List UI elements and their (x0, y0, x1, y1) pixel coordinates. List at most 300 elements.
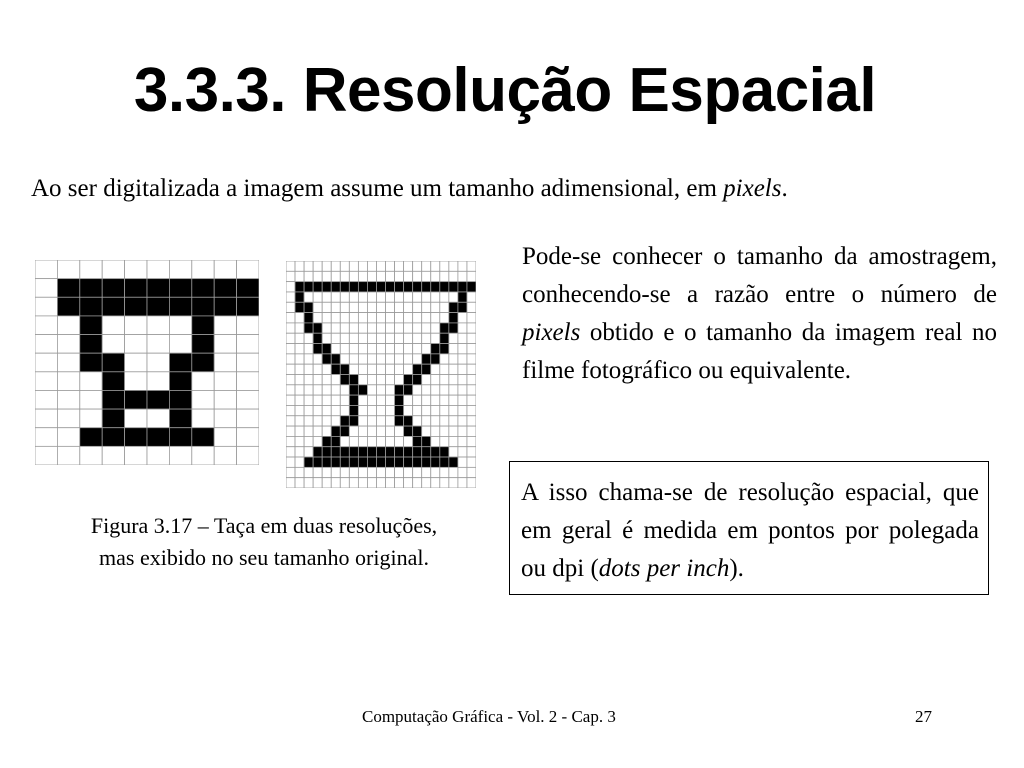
filled-pixel (431, 354, 440, 364)
empty-pixel (413, 405, 422, 415)
empty-pixel (340, 467, 349, 477)
empty-pixel (358, 323, 367, 333)
empty-pixel (340, 302, 349, 312)
empty-pixel (358, 302, 367, 312)
sampling-paragraph (522, 238, 997, 390)
empty-pixel (395, 313, 404, 323)
empty-pixel (125, 372, 147, 391)
empty-pixel (331, 323, 340, 333)
empty-pixel (395, 467, 404, 477)
empty-pixel (467, 323, 476, 333)
filled-pixel (449, 323, 458, 333)
empty-pixel (440, 467, 449, 477)
empty-pixel (304, 344, 313, 354)
filled-pixel (313, 333, 322, 343)
empty-pixel (467, 302, 476, 312)
empty-pixel (449, 292, 458, 302)
filled-pixel (440, 323, 449, 333)
empty-pixel (458, 478, 467, 488)
filled-pixel (349, 405, 358, 415)
filled-pixel (386, 447, 395, 457)
empty-pixel (413, 416, 422, 426)
filled-pixel (192, 428, 214, 447)
empty-pixel (349, 467, 358, 477)
empty-pixel (313, 375, 322, 385)
intro-text-main: Ao ser digitalizada a imagem assume um tamanho adimensional, em (31, 175, 724, 202)
empty-pixel (413, 313, 422, 323)
empty-pixel (295, 405, 304, 415)
empty-pixel (440, 436, 449, 446)
empty-pixel (214, 446, 236, 465)
empty-pixel (35, 372, 57, 391)
empty-pixel (395, 364, 404, 374)
filled-pixel (322, 354, 331, 364)
filled-pixel (80, 428, 102, 447)
empty-pixel (340, 354, 349, 364)
empty-pixel (358, 395, 367, 405)
empty-pixel (386, 436, 395, 446)
empty-pixel (431, 426, 440, 436)
empty-pixel (340, 271, 349, 281)
empty-pixel (413, 385, 422, 395)
empty-pixel (349, 478, 358, 488)
empty-pixel (386, 292, 395, 302)
empty-pixel (295, 261, 304, 271)
empty-pixel (431, 395, 440, 405)
paragraph-text-1: Pode-se conhecer o tamanho da amostragem, conhecendo-se a razão entre o número de (522, 243, 997, 308)
filled-pixel (358, 457, 367, 467)
empty-pixel (413, 354, 422, 364)
empty-pixel (192, 409, 214, 428)
empty-pixel (313, 416, 322, 426)
empty-pixel (458, 405, 467, 415)
definition-text-2: ). (729, 555, 744, 582)
empty-pixel (386, 364, 395, 374)
empty-pixel (376, 292, 385, 302)
empty-pixel (80, 390, 102, 409)
filled-pixel (295, 282, 304, 292)
empty-pixel (322, 261, 331, 271)
filled-pixel (322, 344, 331, 354)
empty-pixel (404, 354, 413, 364)
filled-pixel (237, 297, 259, 316)
empty-pixel (295, 426, 304, 436)
paragraph-italic: pixels (522, 319, 581, 346)
empty-pixel (413, 323, 422, 333)
filled-pixel (147, 428, 169, 447)
empty-pixel (304, 385, 313, 395)
empty-pixel (422, 375, 431, 385)
empty-pixel (349, 436, 358, 446)
filled-pixel (340, 364, 349, 374)
empty-pixel (367, 375, 376, 385)
empty-pixel (304, 333, 313, 343)
empty-pixel (449, 405, 458, 415)
empty-pixel (440, 261, 449, 271)
empty-pixel (449, 395, 458, 405)
empty-pixel (431, 436, 440, 446)
empty-pixel (367, 261, 376, 271)
empty-pixel (376, 323, 385, 333)
empty-pixel (431, 364, 440, 374)
filled-pixel (395, 395, 404, 405)
empty-pixel (395, 344, 404, 354)
empty-pixel (467, 375, 476, 385)
filled-pixel (431, 457, 440, 467)
filled-pixel (102, 279, 124, 298)
filled-pixel (367, 457, 376, 467)
filled-pixel (376, 447, 385, 457)
filled-pixel (331, 282, 340, 292)
filled-pixel (214, 279, 236, 298)
empty-pixel (449, 364, 458, 374)
empty-pixel (458, 426, 467, 436)
empty-pixel (331, 478, 340, 488)
empty-pixel (286, 323, 295, 333)
empty-pixel (367, 344, 376, 354)
empty-pixel (404, 436, 413, 446)
empty-pixel (358, 354, 367, 364)
filled-pixel (422, 457, 431, 467)
empty-pixel (331, 375, 340, 385)
slide-title: 3.3.3. Resolução Espacial (133, 56, 877, 125)
figure-caption (24, 510, 504, 574)
empty-pixel (322, 271, 331, 281)
filled-pixel (395, 385, 404, 395)
empty-pixel (467, 271, 476, 281)
filled-pixel (331, 364, 340, 374)
empty-pixel (440, 292, 449, 302)
empty-pixel (458, 436, 467, 446)
filled-pixel (331, 426, 340, 436)
empty-pixel (313, 467, 322, 477)
filled-pixel (340, 416, 349, 426)
empty-pixel (431, 333, 440, 343)
empty-pixel (102, 260, 124, 279)
filled-pixel (169, 372, 191, 391)
empty-pixel (286, 271, 295, 281)
empty-pixel (286, 302, 295, 312)
empty-pixel (304, 416, 313, 426)
filled-pixel (331, 436, 340, 446)
filled-pixel (449, 457, 458, 467)
filled-pixel (169, 353, 191, 372)
filled-pixel (422, 364, 431, 374)
filled-pixel (304, 302, 313, 312)
empty-pixel (358, 416, 367, 426)
empty-pixel (295, 271, 304, 281)
empty-pixel (192, 446, 214, 465)
empty-pixel (386, 416, 395, 426)
empty-pixel (295, 375, 304, 385)
filled-pixel (386, 457, 395, 467)
empty-pixel (214, 316, 236, 335)
filled-pixel (449, 282, 458, 292)
empty-pixel (386, 323, 395, 333)
empty-pixel (57, 446, 79, 465)
filled-pixel (413, 364, 422, 374)
empty-pixel (367, 302, 376, 312)
empty-pixel (322, 478, 331, 488)
empty-pixel (458, 313, 467, 323)
empty-pixel (413, 271, 422, 281)
filled-pixel (340, 282, 349, 292)
empty-pixel (395, 261, 404, 271)
filled-pixel (358, 385, 367, 395)
empty-pixel (57, 372, 79, 391)
empty-pixel (295, 447, 304, 457)
empty-pixel (331, 313, 340, 323)
empty-pixel (349, 302, 358, 312)
empty-pixel (304, 467, 313, 477)
filled-pixel (313, 457, 322, 467)
empty-pixel (358, 261, 367, 271)
empty-pixel (467, 416, 476, 426)
empty-pixel (440, 478, 449, 488)
empty-pixel (331, 292, 340, 302)
filled-pixel (80, 353, 102, 372)
empty-pixel (35, 335, 57, 354)
empty-pixel (358, 426, 367, 436)
empty-pixel (322, 313, 331, 323)
empty-pixel (286, 385, 295, 395)
empty-pixel (367, 478, 376, 488)
empty-pixel (349, 333, 358, 343)
empty-pixel (404, 405, 413, 415)
empty-pixel (386, 375, 395, 385)
empty-pixel (467, 436, 476, 446)
empty-pixel (440, 354, 449, 364)
empty-pixel (386, 405, 395, 415)
empty-pixel (340, 333, 349, 343)
empty-pixel (404, 292, 413, 302)
empty-pixel (367, 364, 376, 374)
empty-pixel (422, 261, 431, 271)
empty-pixel (386, 426, 395, 436)
empty-pixel (358, 405, 367, 415)
filled-pixel (440, 344, 449, 354)
empty-pixel (237, 409, 259, 428)
empty-pixel (237, 260, 259, 279)
empty-pixel (358, 313, 367, 323)
empty-pixel (286, 261, 295, 271)
empty-pixel (431, 385, 440, 395)
empty-pixel (304, 292, 313, 302)
empty-pixel (458, 344, 467, 354)
filled-pixel (395, 457, 404, 467)
empty-pixel (313, 292, 322, 302)
empty-pixel (214, 353, 236, 372)
empty-pixel (431, 261, 440, 271)
empty-pixel (358, 478, 367, 488)
empty-pixel (395, 292, 404, 302)
empty-pixel (413, 344, 422, 354)
empty-pixel (340, 323, 349, 333)
empty-pixel (237, 446, 259, 465)
filled-pixel (349, 457, 358, 467)
empty-pixel (57, 390, 79, 409)
empty-pixel (449, 375, 458, 385)
empty-pixel (395, 375, 404, 385)
empty-pixel (386, 313, 395, 323)
definition-italic: dots per inch (598, 555, 730, 582)
empty-pixel (367, 271, 376, 281)
empty-pixel (386, 302, 395, 312)
empty-pixel (57, 428, 79, 447)
empty-pixel (467, 395, 476, 405)
empty-pixel (376, 436, 385, 446)
empty-pixel (376, 416, 385, 426)
empty-pixel (125, 335, 147, 354)
empty-pixel (322, 302, 331, 312)
filled-pixel (431, 447, 440, 457)
empty-pixel (376, 302, 385, 312)
empty-pixel (349, 292, 358, 302)
filled-pixel (395, 447, 404, 457)
empty-pixel (169, 260, 191, 279)
empty-pixel (349, 426, 358, 436)
empty-pixel (358, 375, 367, 385)
empty-pixel (295, 323, 304, 333)
empty-pixel (340, 405, 349, 415)
filled-pixel (304, 282, 313, 292)
filled-pixel (367, 447, 376, 457)
filled-pixel (331, 354, 340, 364)
empty-pixel (286, 333, 295, 343)
empty-pixel (349, 344, 358, 354)
filled-pixel (313, 447, 322, 457)
empty-pixel (286, 467, 295, 477)
empty-pixel (367, 385, 376, 395)
filled-pixel (331, 447, 340, 457)
empty-pixel (431, 292, 440, 302)
empty-pixel (449, 344, 458, 354)
empty-pixel (214, 335, 236, 354)
empty-pixel (340, 436, 349, 446)
empty-pixel (449, 261, 458, 271)
filled-pixel (340, 375, 349, 385)
page-number: 27 (915, 707, 932, 726)
empty-pixel (422, 302, 431, 312)
empty-pixel (376, 271, 385, 281)
empty-pixel (349, 323, 358, 333)
empty-pixel (404, 467, 413, 477)
empty-pixel (295, 364, 304, 374)
empty-pixel (322, 292, 331, 302)
filled-pixel (313, 323, 322, 333)
filled-pixel (404, 385, 413, 395)
empty-pixel (313, 478, 322, 488)
empty-pixel (295, 457, 304, 467)
empty-pixel (376, 426, 385, 436)
empty-pixel (286, 436, 295, 446)
empty-pixel (358, 436, 367, 446)
empty-pixel (322, 364, 331, 374)
empty-pixel (313, 302, 322, 312)
empty-pixel (214, 390, 236, 409)
filled-pixel (147, 279, 169, 298)
empty-pixel (440, 302, 449, 312)
empty-pixel (449, 447, 458, 457)
empty-pixel (404, 271, 413, 281)
empty-pixel (449, 416, 458, 426)
empty-pixel (57, 260, 79, 279)
empty-pixel (458, 261, 467, 271)
empty-pixel (386, 271, 395, 281)
filled-pixel (340, 457, 349, 467)
empty-pixel (169, 316, 191, 335)
footer-text: Computação Gráfica - Vol. 2 - Cap. 3 (362, 707, 616, 726)
empty-pixel (295, 395, 304, 405)
empty-pixel (147, 335, 169, 354)
empty-pixel (413, 292, 422, 302)
filled-pixel (413, 426, 422, 436)
filled-pixel (376, 282, 385, 292)
filled-pixel (102, 428, 124, 447)
filled-pixel (404, 457, 413, 467)
empty-pixel (413, 261, 422, 271)
filled-pixel (102, 353, 124, 372)
filled-pixel (358, 282, 367, 292)
empty-pixel (413, 478, 422, 488)
filled-pixel (349, 375, 358, 385)
empty-pixel (304, 405, 313, 415)
filled-pixel (322, 282, 331, 292)
empty-pixel (404, 261, 413, 271)
empty-pixel (349, 271, 358, 281)
empty-pixel (125, 409, 147, 428)
empty-pixel (286, 478, 295, 488)
empty-pixel (304, 271, 313, 281)
filled-pixel (458, 302, 467, 312)
empty-pixel (376, 313, 385, 323)
filled-pixel (386, 282, 395, 292)
empty-pixel (467, 364, 476, 374)
filled-pixel (80, 316, 102, 335)
empty-pixel (331, 302, 340, 312)
empty-pixel (192, 390, 214, 409)
filled-pixel (413, 457, 422, 467)
empty-pixel (467, 344, 476, 354)
empty-pixel (422, 478, 431, 488)
filled-pixel (102, 390, 124, 409)
empty-pixel (422, 323, 431, 333)
empty-pixel (322, 375, 331, 385)
empty-pixel (413, 302, 422, 312)
empty-pixel (404, 344, 413, 354)
empty-pixel (295, 333, 304, 343)
filled-pixel (125, 428, 147, 447)
empty-pixel (376, 467, 385, 477)
empty-pixel (313, 354, 322, 364)
empty-pixel (440, 271, 449, 281)
empty-pixel (331, 385, 340, 395)
empty-pixel (237, 390, 259, 409)
empty-pixel (395, 436, 404, 446)
empty-pixel (458, 395, 467, 405)
empty-pixel (57, 316, 79, 335)
filled-pixel (192, 297, 214, 316)
empty-pixel (431, 467, 440, 477)
filled-pixel (413, 447, 422, 457)
empty-pixel (449, 271, 458, 281)
filled-pixel (313, 282, 322, 292)
empty-pixel (358, 467, 367, 477)
empty-pixel (147, 372, 169, 391)
caption-line-1: Figura 3.17 – Taça em duas resoluções, (90, 513, 438, 538)
empty-pixel (304, 478, 313, 488)
empty-pixel (313, 436, 322, 446)
